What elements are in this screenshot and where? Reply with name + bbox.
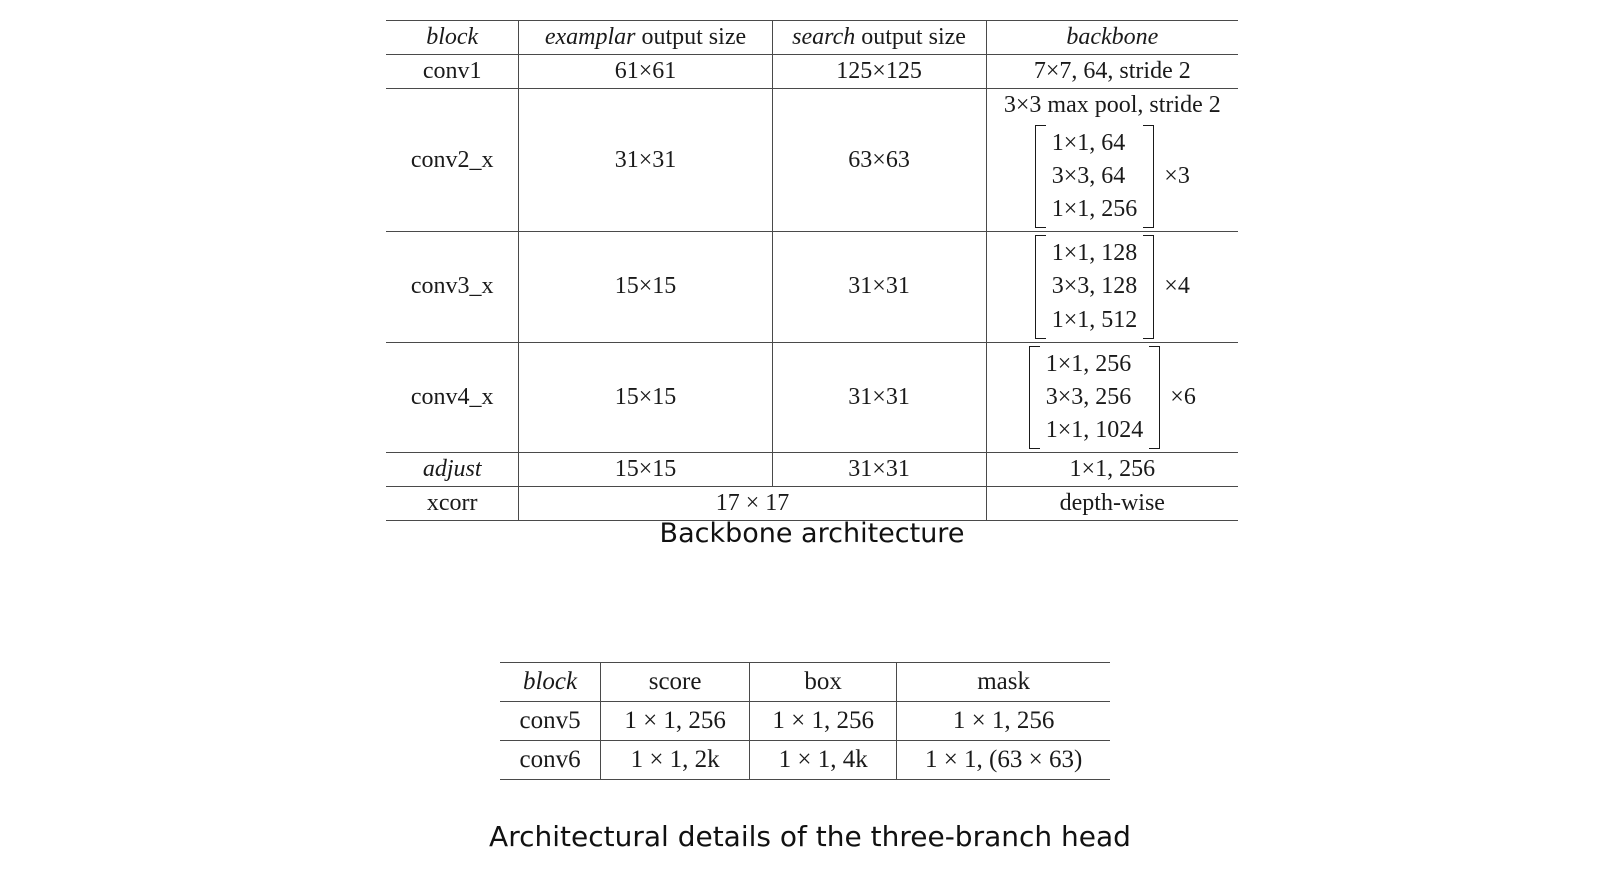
stack-line: 1×1, 512: [1051, 306, 1138, 333]
table-row: [500, 702, 1110, 741]
stack-line: 1×1, 64: [1051, 130, 1126, 156]
cell-block: conv5: [500, 702, 601, 741]
residual-block-stack: [993, 125, 1232, 228]
cell-search-size: 31×31: [772, 232, 986, 342]
head-table-container: [500, 662, 1110, 780]
header-score: score: [601, 663, 750, 702]
cell-block: conv6: [500, 741, 601, 780]
stack-line: 1×1, 256: [1051, 196, 1138, 223]
right-bracket: [1143, 125, 1154, 228]
header-exemplar-rest: output size: [635, 24, 747, 50]
head-caption: Architectural details of the three-branch head: [489, 820, 1131, 853]
cell-block: conv2_x: [386, 89, 519, 232]
table-row: [386, 232, 1238, 342]
table-row: [500, 741, 1110, 780]
header-search-output-size: [772, 21, 986, 55]
cell-mask-spec: 1 × 1, 256: [897, 702, 1110, 741]
right-bracket: [1143, 235, 1154, 338]
stack-lines: [1046, 235, 1144, 338]
head-architecture-table: [500, 662, 1110, 780]
cell-backbone-spec: depth-wise: [986, 486, 1238, 520]
cell-backbone-residual-stack: [986, 342, 1238, 452]
cell-box-spec: 1 × 1, 256: [750, 702, 897, 741]
table-header-row: [386, 21, 1238, 55]
cell-block: xcorr: [386, 486, 519, 520]
backbone-table-container: [386, 20, 1238, 521]
residual-block-stack: [993, 235, 1232, 338]
left-bracket: [1029, 346, 1040, 449]
backbone-architecture-table: [386, 20, 1238, 521]
header-exemplar-italic: examplar: [544, 24, 636, 50]
cell-backbone-spec: 1×1, 256: [986, 452, 1238, 486]
left-bracket: [1035, 235, 1046, 338]
cell-exemplar-size: 15×15: [519, 342, 772, 452]
header-mask: mask: [897, 663, 1110, 702]
header-backbone: backbone: [986, 21, 1238, 55]
header-exemplar-output-size: [519, 21, 772, 55]
right-bracket: [1149, 346, 1160, 449]
stack-line: 3×3, 64: [1051, 163, 1126, 190]
table-row: [386, 452, 1238, 486]
stack-multiplier: ×4: [1164, 273, 1190, 300]
stack-line: 1×1, 128: [1051, 240, 1138, 267]
cell-backbone-maxpool: 3×3 max pool, stride 2: [986, 89, 1238, 123]
cell-box-spec: 1 × 1, 4k: [750, 741, 897, 780]
table-row: [386, 89, 1238, 123]
cell-block: conv4_x: [386, 342, 519, 452]
cell-exemplar-size: 31×31: [519, 89, 772, 232]
header-search-rest: output size: [855, 24, 966, 50]
table-row: [386, 486, 1238, 520]
cell-score-spec: 1 × 1, 2k: [601, 741, 750, 780]
stack-line: 3×3, 128: [1051, 273, 1138, 300]
cell-block: conv3_x: [386, 232, 519, 342]
bracket-group: [1029, 346, 1161, 449]
header-block: block: [386, 21, 519, 55]
cell-backbone-residual-stack: [986, 122, 1238, 232]
stack-multiplier: ×3: [1164, 163, 1190, 190]
cell-backbone-spec: 7×7, 64, stride 2: [986, 55, 1238, 89]
stack-line: 1×1, 256: [1045, 350, 1132, 377]
cell-mask-spec: 1 × 1, (63 × 63): [897, 741, 1110, 780]
table-row: [386, 55, 1238, 89]
cell-search-size: 31×31: [772, 342, 986, 452]
backbone-caption: Backbone architecture: [659, 518, 965, 549]
left-bracket: [1035, 125, 1046, 228]
stack-multiplier: ×6: [1170, 383, 1196, 410]
cell-backbone-residual-stack: [986, 232, 1238, 342]
cell-search-size: 125×125: [772, 55, 986, 89]
header-box: box: [750, 663, 897, 702]
bracket-group: [1035, 235, 1155, 338]
table-header-row: [500, 663, 1110, 702]
stack-line: 3×3, 256: [1045, 383, 1132, 410]
cell-block: conv1: [386, 55, 519, 89]
cell-search-size: 31×31: [772, 452, 986, 486]
cell-score-spec: 1 × 1, 256: [601, 702, 750, 741]
stack-lines: [1040, 346, 1150, 449]
stack-lines: [1046, 125, 1144, 228]
cell-exemplar-size: 15×15: [519, 232, 772, 342]
header-search-italic: search: [792, 24, 856, 50]
cell-exemplar-size: 15×15: [519, 452, 772, 486]
header-block: block: [500, 663, 601, 702]
bracket-group: [1035, 125, 1155, 228]
cell-search-size: 63×63: [772, 89, 986, 232]
stack-line: 1×1, 1024: [1045, 416, 1144, 443]
cell-exemplar-size: 61×61: [519, 55, 772, 89]
cell-block: adjust: [386, 452, 519, 486]
cell-correlation-size: 17 × 17: [519, 486, 986, 520]
table-row: [386, 342, 1238, 452]
residual-block-stack: [993, 346, 1232, 449]
